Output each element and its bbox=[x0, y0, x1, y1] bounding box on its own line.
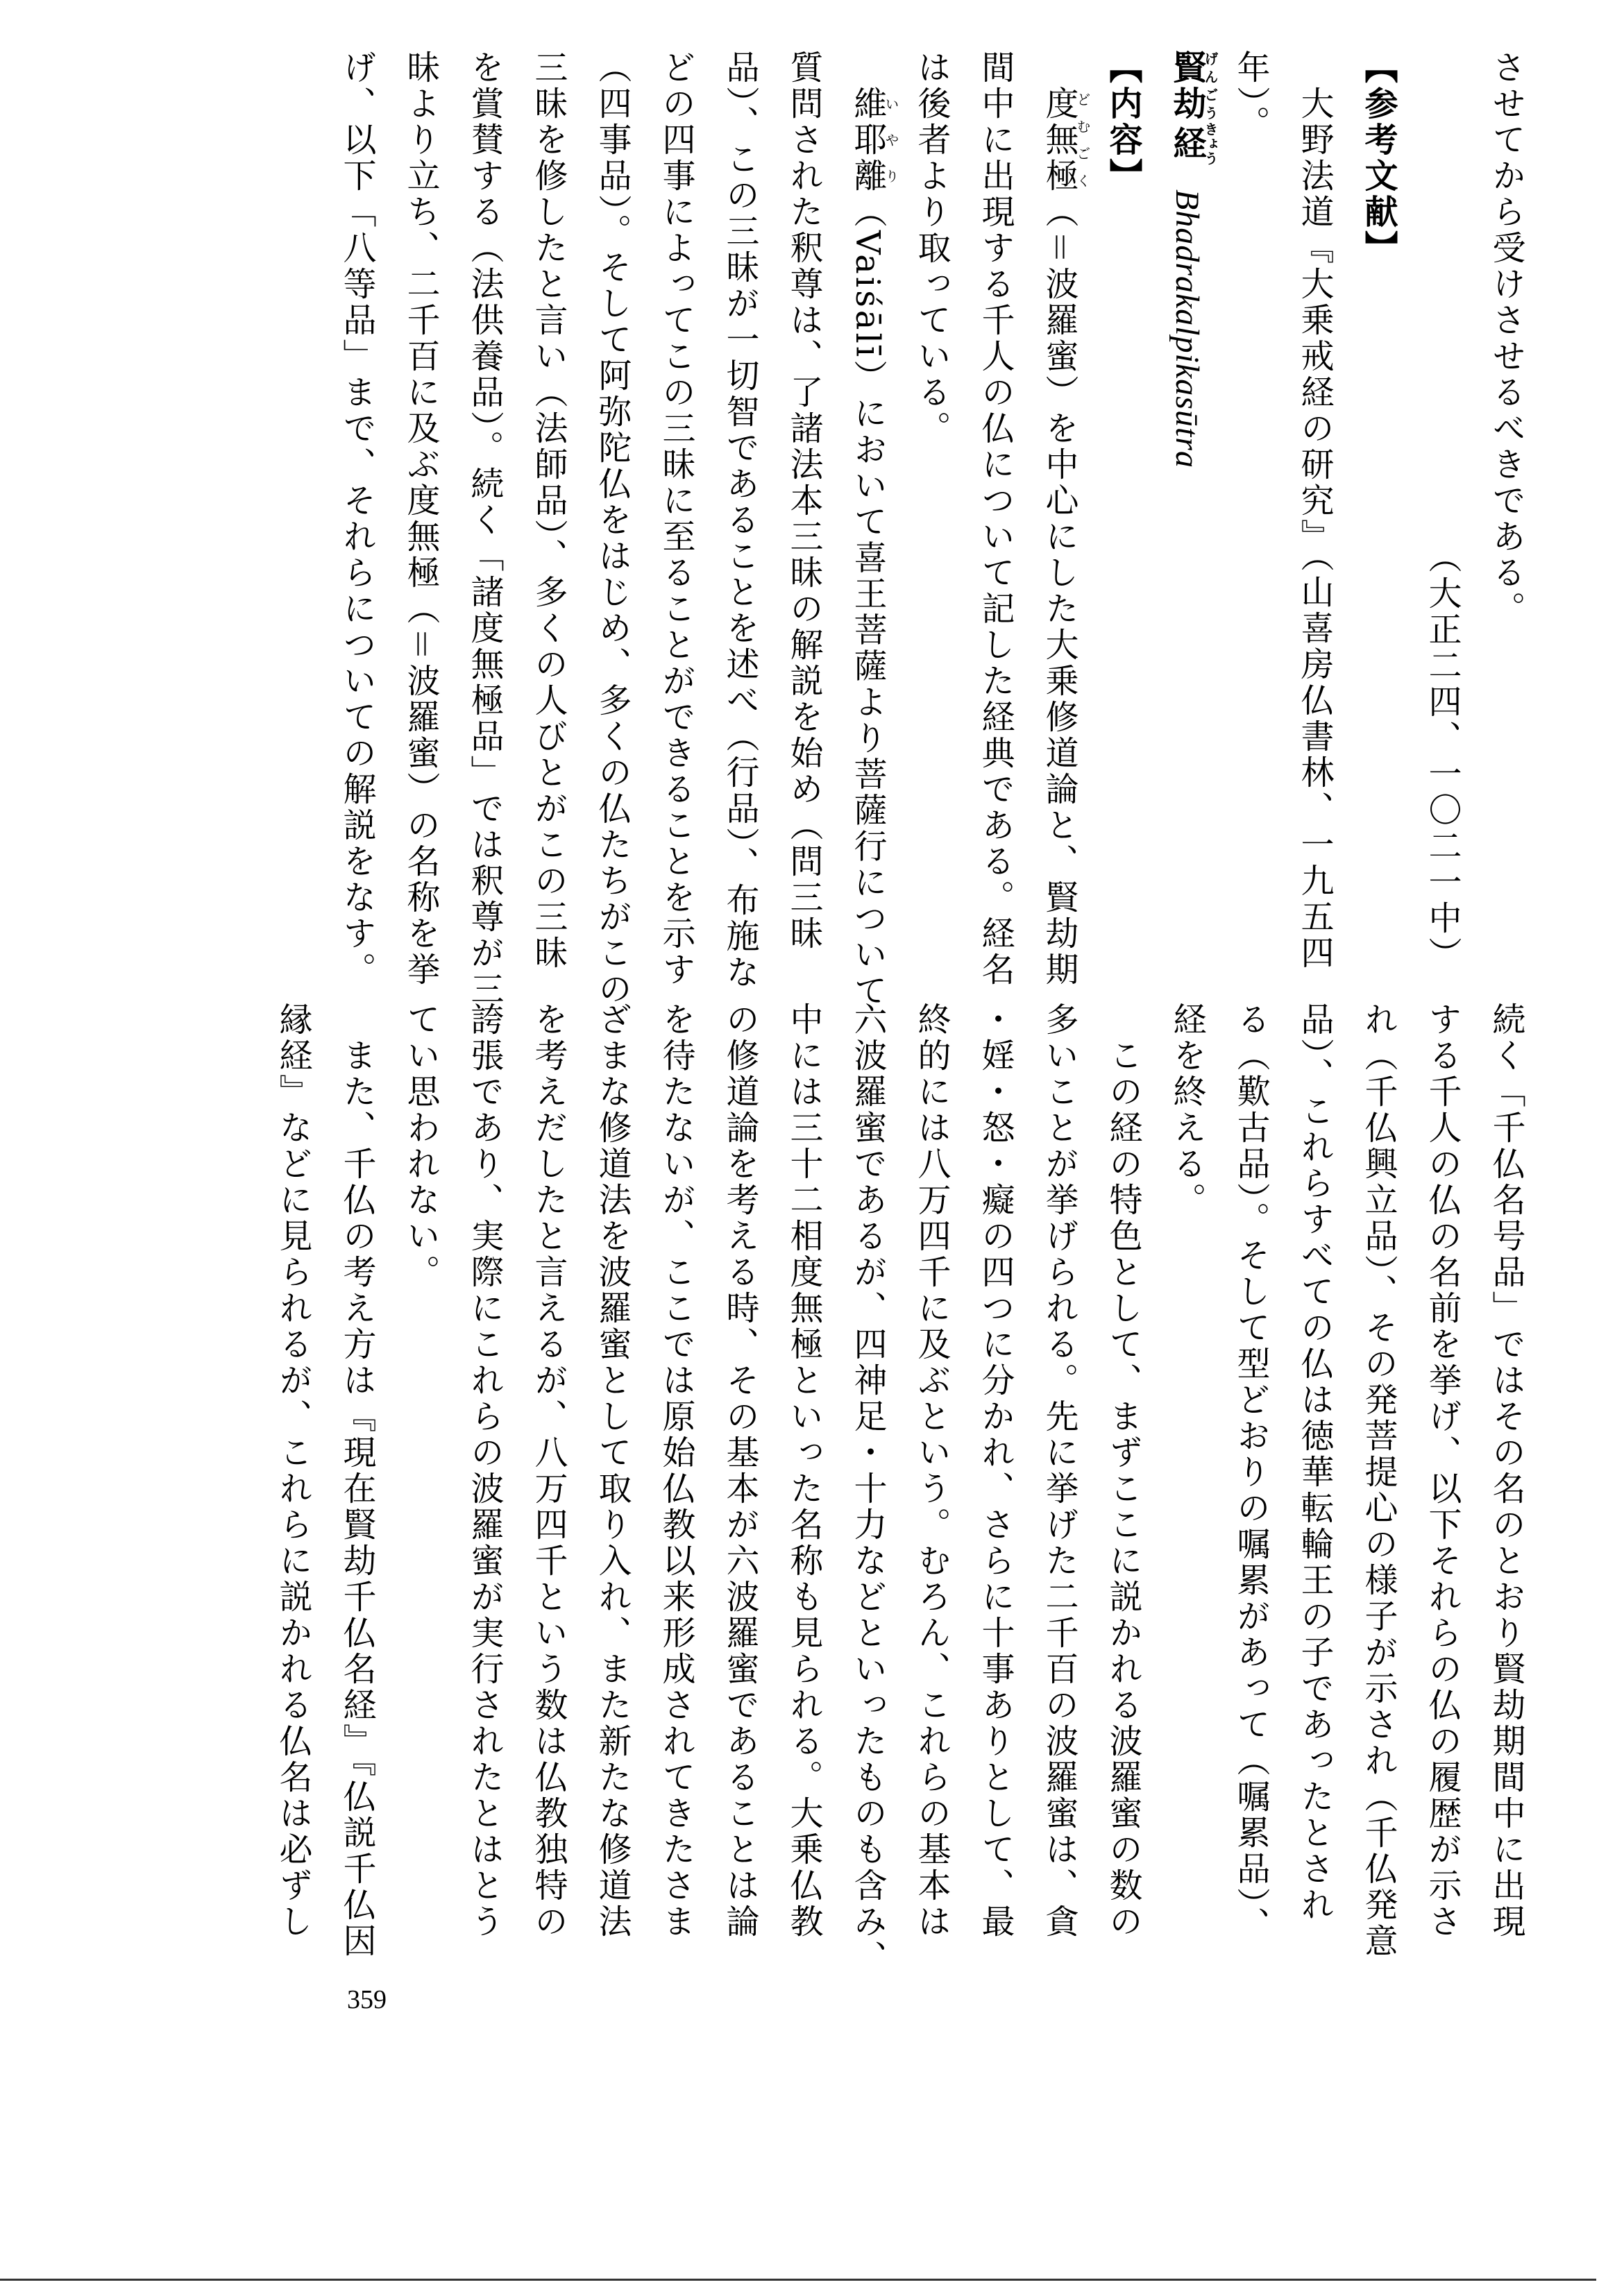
text-line: 年）。 bbox=[1231, 50, 1270, 142]
sanskrit-title: Bhadrakalpikasūtra bbox=[1169, 189, 1206, 468]
text-line: この経の特色として、まずここに説かれる波羅蜜の数の bbox=[1103, 1038, 1142, 1940]
text-line: させてから受けさせるべきである。 bbox=[1487, 50, 1525, 627]
text-line: の修道論を考える時、その基本が六波羅蜜であることは論 bbox=[720, 1002, 759, 1940]
text-line: 経を終える。 bbox=[1167, 1002, 1206, 1218]
text-line: （四事品）。そして阿弥陀仏をはじめ、多くの仏たちがこの bbox=[593, 50, 632, 1007]
text-line: を賞賛する（法供養品）。続く「諸度無極品」では釈尊が三 bbox=[465, 50, 504, 1007]
section-heading-content: 【内容】 bbox=[1103, 50, 1142, 194]
text-line: る（歎古品）。そして型どおりの嘱累があって（嘱累品）、 bbox=[1231, 1002, 1270, 1943]
text-line: 品）、これらすべての仏は徳華転輪王の子であったとされ bbox=[1295, 1002, 1334, 1923]
text-line: ざまな修道法を波羅蜜として取り入れ、また新たな修道法 bbox=[593, 1002, 632, 1940]
text-line: 三昧を修したと言い（法師品）、多くの人びとがこの三昧 bbox=[529, 50, 568, 971]
text-line bbox=[836, 50, 899, 1010]
text-line: また、千仏の考え方は『現在賢劫千仏名経』『仏説千仏因 bbox=[337, 1038, 376, 1959]
text-line bbox=[1027, 50, 1091, 989]
title-kanji: 賢劫 bbox=[1167, 50, 1206, 122]
text-line: 質問された釈尊は、了諸法本三昧の解説を始め（問三昧 bbox=[784, 50, 823, 952]
citation: （大正二四、一〇二一中） bbox=[1423, 540, 1462, 973]
term-reading: どむごく bbox=[1074, 86, 1091, 194]
text-line: 六波羅蜜であるが、四神足・十力などといったものも含み、 bbox=[848, 1002, 887, 1976]
page-number: 359 bbox=[347, 1985, 387, 2014]
entry-title-word bbox=[1167, 122, 1219, 166]
reference-entry: 大野法道『大乗戒経の研究』（山喜房仏書林、一九五四 bbox=[1295, 86, 1334, 971]
text-line: げ、以下「八等品」まで、それらについての解説をなす。 bbox=[337, 50, 376, 988]
term: 度無極 bbox=[1040, 86, 1079, 194]
title-kanji: 経 bbox=[1167, 122, 1206, 166]
ruby-term bbox=[848, 86, 899, 194]
text-line: を考えだしたと言えるが、八万四千という数は仏教独特の bbox=[529, 1002, 568, 1940]
term: 維耶離 bbox=[848, 86, 887, 194]
line-rest: （Vaiśālī）において喜王菩薩より菩薩行について bbox=[848, 194, 887, 1010]
title-reading: げんごう bbox=[1202, 50, 1219, 122]
title-reading: きょう bbox=[1202, 122, 1219, 166]
text-line: どの四事によってこの三昧に至ることができることを示す bbox=[657, 50, 695, 988]
text-line: てい思われない。 bbox=[401, 1002, 440, 1291]
text-line: を待たないが、ここでは原始仏教以来形成されてきたさま bbox=[657, 1002, 695, 1940]
text-line: 中には三十二相度無極といった名称も見られる。大乗仏教 bbox=[784, 1002, 823, 1940]
text-line: 誇張であり、実際にこれらの波羅蜜が実行されたとはとう bbox=[465, 1002, 504, 1940]
text-line: 多いことが挙げられる。先に挙げた二千百の波羅蜜は、貪 bbox=[1040, 1002, 1079, 1940]
text-line: 縁経』などに見られるが、これらに説かれる仏名は必ずし bbox=[273, 1002, 312, 1940]
entry-title bbox=[1155, 50, 1219, 973]
lower-text-block bbox=[261, 1002, 1538, 1976]
text-line: 続く「千仏名号品」ではその名のとおり賢劫期間中に出現 bbox=[1487, 1002, 1525, 1940]
bottom-rule-divider bbox=[0, 2279, 1596, 2281]
text-line: する千人の仏の名前を挙げ、以下それらの仏の履歴が示さ bbox=[1423, 1002, 1462, 1940]
term-reading: いやり bbox=[883, 86, 899, 194]
text-line: 間中に出現する千人の仏について記した経典である。経名 bbox=[976, 50, 1015, 988]
text-line: 終的には八万四千に及ぶという。むろん、これらの基本は bbox=[912, 1002, 951, 1940]
text-line: は後者より取っている。 bbox=[912, 50, 951, 447]
section-heading-references: 【参考文献】 bbox=[1359, 50, 1398, 266]
text-line: れ（千仏興立品）、その発菩提心の様子が示され（千仏発意 bbox=[1359, 1002, 1398, 1959]
line-rest: （＝波羅蜜）を中心にした大乗修道論と、賢劫期 bbox=[1040, 194, 1079, 989]
entry-title-word bbox=[1167, 50, 1219, 122]
text-line: 昧より立ち、二千百に及ぶ度無極（＝波羅蜜）の名称を挙 bbox=[401, 50, 440, 989]
upper-text-block bbox=[325, 50, 1538, 1010]
text-line: 品）、この三昧が一切智であることを述べ（行品）、布施な bbox=[720, 50, 759, 991]
text-line: ・婬・怒・癡の四つに分かれ、さらに十事ありとして、最 bbox=[976, 1002, 1015, 1940]
ruby-term bbox=[1040, 86, 1091, 194]
